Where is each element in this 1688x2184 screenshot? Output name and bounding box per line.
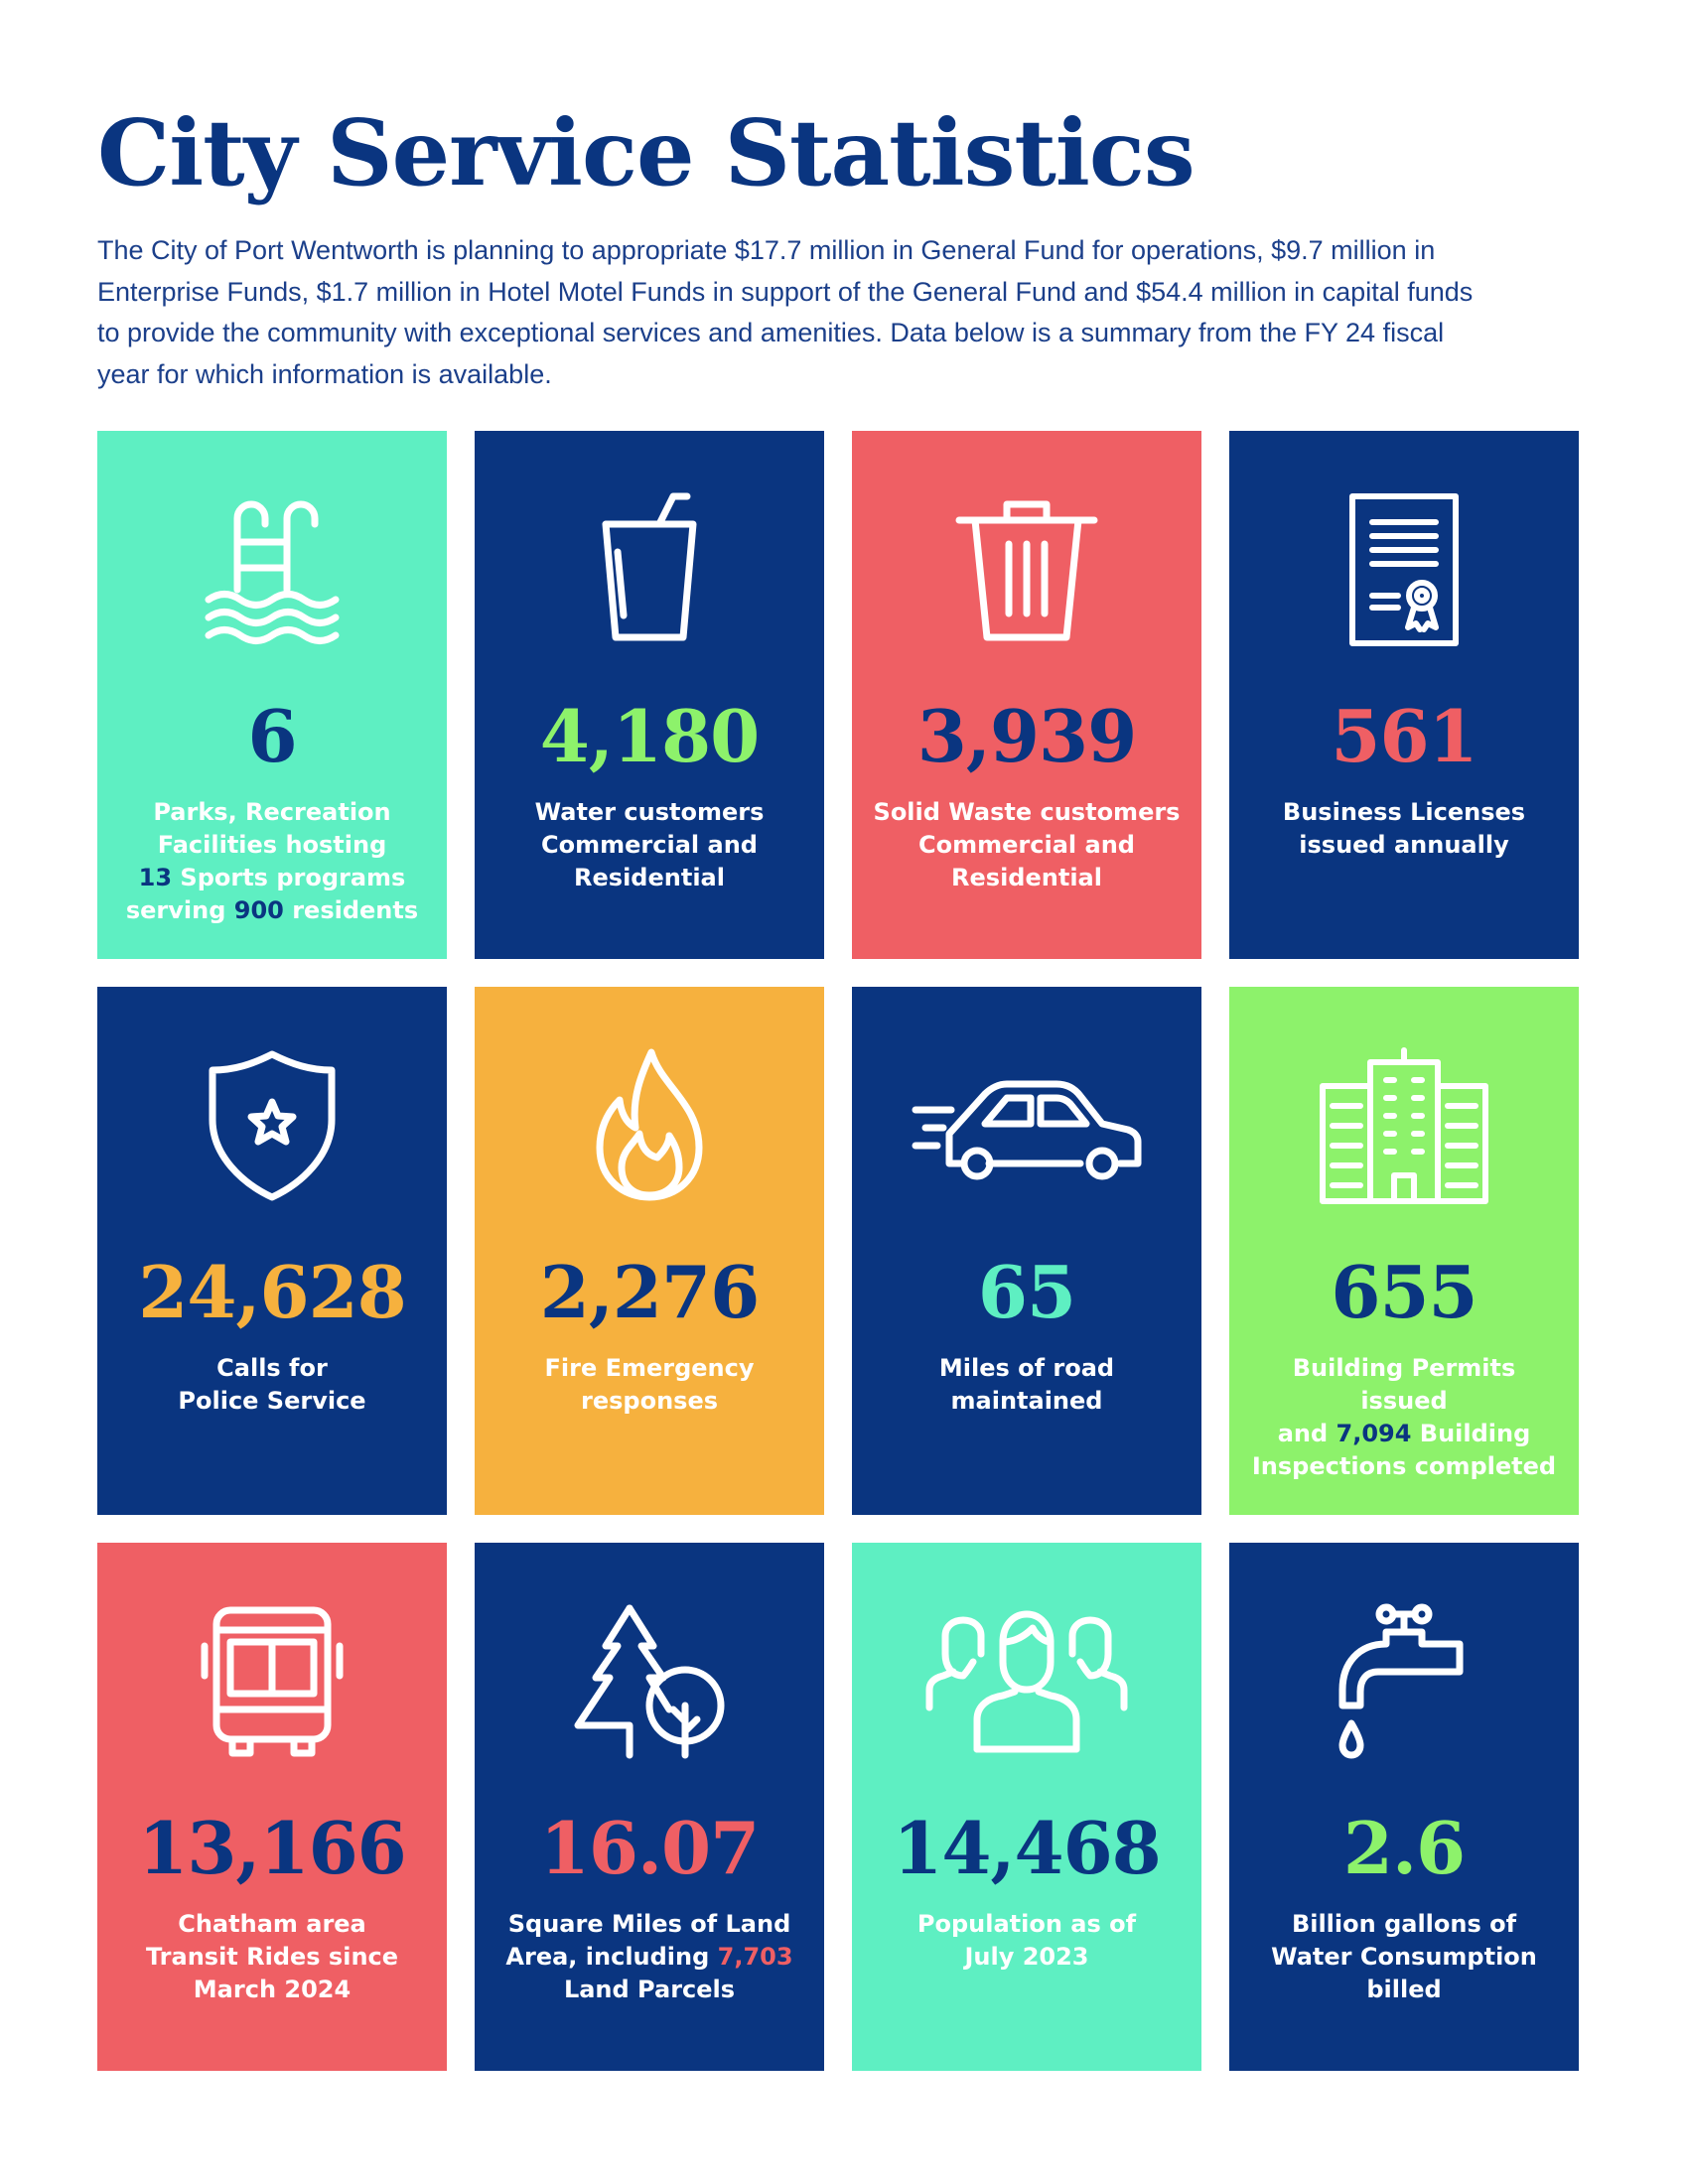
highlight-number: 7,094 bbox=[1336, 1420, 1412, 1447]
label-line: Commercial and bbox=[918, 831, 1135, 859]
label-text: serving bbox=[125, 896, 234, 924]
label-line: March 2024 bbox=[193, 1976, 352, 2003]
label-line: Fire Emergency bbox=[544, 1354, 755, 1382]
stat-label bbox=[115, 796, 429, 927]
stat-number: 655 bbox=[1331, 1250, 1477, 1334]
car-icon bbox=[908, 1046, 1146, 1205]
stats-grid bbox=[97, 431, 1581, 2075]
stat-number: 2.6 bbox=[1342, 1806, 1466, 1890]
label-line: Transit Rides since bbox=[145, 1943, 399, 1971]
label-line: Miles of road bbox=[938, 1354, 1115, 1382]
label-line bbox=[115, 862, 429, 894]
stat-label bbox=[870, 1908, 1184, 1974]
stat-tile-land-area bbox=[475, 1543, 824, 2071]
stat-number: 2,276 bbox=[539, 1250, 760, 1334]
label-line: July 2023 bbox=[964, 1943, 1089, 1971]
stat-number: 14,468 bbox=[893, 1806, 1161, 1890]
trash-can-icon bbox=[947, 490, 1106, 649]
stat-label bbox=[115, 1908, 429, 2006]
page-title: City Service Statistics bbox=[97, 99, 1195, 206]
label-line: Facilities hosting bbox=[157, 831, 387, 859]
stat-label bbox=[492, 1352, 806, 1418]
label-line: Business Licenses bbox=[1282, 798, 1526, 826]
stat-tile-transit bbox=[97, 1543, 447, 2071]
label-line: Residential bbox=[951, 864, 1102, 891]
trees-icon bbox=[570, 1602, 729, 1761]
label-line: Land Parcels bbox=[563, 1976, 736, 2003]
label-line: Square Miles of Land bbox=[507, 1910, 791, 1938]
stat-label bbox=[1247, 796, 1561, 862]
label-text: and bbox=[1277, 1420, 1336, 1447]
stat-tile-population bbox=[852, 1543, 1201, 2071]
label-line: maintained bbox=[950, 1387, 1103, 1415]
stat-number: 3,939 bbox=[916, 694, 1137, 778]
stat-tile-fire bbox=[475, 987, 824, 1515]
label-line: Chatham area bbox=[178, 1910, 366, 1938]
stat-tile-water-consumption bbox=[1229, 1543, 1579, 2071]
label-text: Area, including bbox=[505, 1943, 718, 1971]
stat-tile-parks bbox=[97, 431, 447, 959]
stat-number: 4,180 bbox=[539, 694, 760, 778]
stat-label bbox=[492, 1908, 806, 2006]
label-line bbox=[1247, 1418, 1561, 1450]
intro-paragraph: The City of Port Wentworth is planning to appropriate $17.7 million in General Fund for operations, $9.7 million in Enterprise Funds, $1.7 million in Hotel Motel Funds in support of the General Fund and $54.4 million in capital funds to provide the community with exceptional services and amenities. Data below is a summary from the FY 24 fiscal year for which information is available. bbox=[97, 235, 1474, 389]
stat-tile-solid-waste bbox=[852, 431, 1201, 959]
stat-label bbox=[115, 1352, 429, 1418]
stat-label bbox=[1247, 1352, 1561, 1483]
police-badge-icon bbox=[193, 1046, 352, 1205]
label-line: Water customers bbox=[534, 798, 765, 826]
stat-label bbox=[492, 796, 806, 894]
stat-tile-police bbox=[97, 987, 447, 1515]
label-line bbox=[492, 1941, 806, 1974]
stat-tile-building-permits bbox=[1229, 987, 1579, 1515]
label-line: Inspections completed bbox=[1251, 1452, 1557, 1480]
label-line bbox=[115, 894, 429, 927]
label-line: Police Service bbox=[178, 1387, 366, 1415]
highlight-number: 900 bbox=[233, 896, 284, 924]
label-line: Calls for bbox=[216, 1354, 328, 1382]
stat-tile-water-customers bbox=[475, 431, 824, 959]
label-line: Residential bbox=[574, 864, 725, 891]
stat-number: 65 bbox=[977, 1250, 1076, 1334]
label-line: Building Permits issued bbox=[1292, 1354, 1516, 1415]
label-line: Commercial and bbox=[541, 831, 758, 859]
stat-label bbox=[1247, 1908, 1561, 2006]
highlight-number: 7,703 bbox=[717, 1943, 793, 1971]
label-text: Sports programs bbox=[172, 864, 406, 891]
stat-number: 13,166 bbox=[138, 1806, 406, 1890]
certificate-icon bbox=[1325, 490, 1483, 649]
label-line: Population as of bbox=[916, 1910, 1137, 1938]
label-line: billed bbox=[1366, 1976, 1442, 2003]
highlight-number: 13 bbox=[138, 864, 173, 891]
bus-icon bbox=[193, 1602, 352, 1761]
stat-label bbox=[870, 796, 1184, 894]
faucet-icon bbox=[1325, 1602, 1483, 1761]
label-line: responses bbox=[581, 1387, 718, 1415]
stat-number: 24,628 bbox=[138, 1250, 406, 1334]
stat-number: 16.07 bbox=[539, 1806, 760, 1890]
pool-ladder-icon bbox=[193, 490, 352, 649]
people-icon bbox=[917, 1602, 1136, 1761]
label-line: Parks, Recreation bbox=[153, 798, 391, 826]
stat-label bbox=[870, 1352, 1184, 1418]
cup-icon bbox=[570, 490, 729, 649]
label-text: residents bbox=[283, 896, 419, 924]
stat-tile-roads bbox=[852, 987, 1201, 1515]
stat-number: 6 bbox=[247, 694, 297, 778]
building-icon bbox=[1315, 1046, 1493, 1205]
stat-tile-business-licenses bbox=[1229, 431, 1579, 959]
label-line: issued annually bbox=[1299, 831, 1509, 859]
label-text: Building bbox=[1411, 1420, 1531, 1447]
label-line: Billion gallons of bbox=[1291, 1910, 1517, 1938]
stat-number: 561 bbox=[1331, 694, 1477, 778]
label-line: Solid Waste customers bbox=[873, 798, 1181, 826]
label-line: Water Consumption bbox=[1271, 1943, 1537, 1971]
flame-icon bbox=[570, 1046, 729, 1205]
